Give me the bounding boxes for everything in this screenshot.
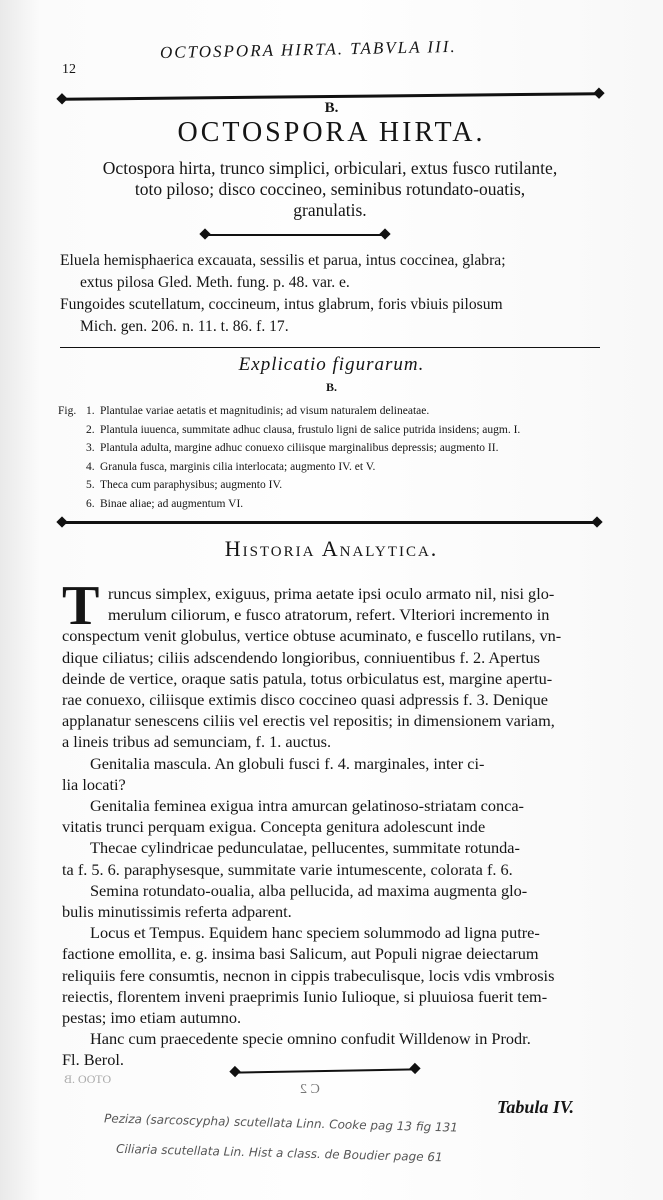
body-line: rae conuexo, ciliisque extimis disco coccineo quasi adpressis f. 3. Denique (62, 690, 549, 710)
body-line: vitatis trunci perquam exigua. Concepta genitura adolescunt inde (62, 817, 486, 837)
explicatio-letter: B. (325, 380, 337, 394)
body-line: Thecae cylindricae pedunculatae, pellucentes, summitate rotunda- (90, 838, 520, 858)
figure-item (86, 458, 520, 477)
body-line: merulum ciliorum, e fusco atratorum, refert. Vlteriori incremento in (108, 605, 550, 625)
handwritten-note-2: Ciliaria scutellata Lin. Hist a class. de Boudier page 61 (115, 1141, 443, 1165)
figure-text: Granula fusca, marginis cilia interlocata; augmento IV. et V. (100, 460, 376, 473)
figure-text: Theca cum paraphysibus; augmento IV. (100, 479, 283, 491)
body-line: runcus simplex, exiguus, prima aetate ipsi oculo armato nil, nisi glo- (108, 584, 555, 603)
body-line: ta f. 5. 6. paraphysesque, summitate varie intumescente, colorata f. 6. (62, 859, 513, 879)
figure-item (86, 495, 520, 514)
body-line: applanatur senescens ciliis vel erectis vel repositis; in dimensionem variam, (62, 711, 555, 731)
figure-item (86, 439, 520, 458)
section-rule (60, 347, 600, 348)
body-line: dique ciliatus; ciliis adscendendo longioribus, conniuentibus f. 2. Apertus (62, 647, 540, 667)
handwritten-note-1: Peziza (sarcoscypha) scutellata Linn. Cooke pag 13 fig 131 (103, 1111, 459, 1135)
catchword: Tabula IV. (497, 1097, 575, 1117)
figure-number: 6. (86, 497, 95, 510)
body-line: Genitalia feminea exigua intra amurcan gelatinoso-striatam conca- (90, 796, 524, 816)
middle-ornamental-rule (62, 521, 597, 524)
fig-label: Fig. (58, 405, 77, 417)
figure-item (86, 476, 520, 495)
small-ornamental-rule (205, 234, 385, 236)
figure-number: 2. (86, 423, 95, 436)
figure-item (86, 421, 520, 440)
synonym-line-1: Eluela hemisphaerica excauata, sessilis et parua, intus coccinea, glabra; (60, 252, 506, 269)
body-line: Hanc cum praecedente specie omnino confudit Willdenow in Prodr. (90, 1029, 531, 1049)
figure-list (86, 402, 520, 513)
historia-body (62, 575, 562, 1071)
body-line: pestas; imo etiam autumno. (62, 1008, 242, 1028)
plate-letter: B. (324, 100, 339, 116)
body-line: lia locati? (62, 774, 126, 794)
body-line: Fl. Berol. (62, 1050, 124, 1070)
body-line: Genitalia mascula. An globuli fusci f. 4. marginales, inter ci- (90, 753, 485, 773)
explicatio-heading: Explicatio figurarum. (238, 354, 425, 375)
body-line: Locus et Tempus. Equidem hanc speciem solummodo ad ligna putre- (90, 923, 540, 943)
body-line: a lineis tribus ad semunciam, f. 1. auctus. (62, 732, 332, 752)
figure-number: 3. (86, 442, 95, 454)
body-line: reiectis, florentem inveni praeprimis Iunio Iulioque, si pluuiosa fuerit tem- (62, 986, 548, 1006)
body-line: deinde de vertice, oraque satis patula, totus orbiculatus est, margine apertu- (62, 668, 553, 688)
diagnosis-line-2: toto piloso; disco coccineo, seminibus rotundato-ouatis, (134, 179, 526, 199)
page-number: 12 (62, 62, 76, 77)
species-title: OCTOSPORA HIRTA. (177, 117, 486, 148)
synonym-line-3: Fungoides scutellatum, coccineum, intus glabrum, foris vbiuis pilosum (60, 296, 503, 313)
bleed-through-text: OTOO .B (64, 1072, 112, 1086)
figure-text: Plantula iuuenca, summitate adhuc clausa, frustulo ligni de salice putrida insidens; augm. I. (100, 423, 521, 436)
running-title: OCTOSPORA HIRTA. TABVLA III. (159, 36, 457, 63)
figure-item (86, 402, 520, 421)
drop-cap: T (62, 575, 100, 637)
figure-number: 5. (86, 479, 95, 491)
figure-text: Plantula adulta, margine adhuc conuexo ciliisque marginalibus depressis; augmento II. (100, 442, 499, 454)
diagnosis-line-3: granulatis. (293, 200, 367, 220)
diagnosis-line-1: Octospora hirta, trunco simplici, orbiculari, extus fusco rutilante, (102, 158, 558, 178)
synonym-line-4: Mich. gen. 206. n. 11. t. 86. f. 17. (80, 318, 289, 335)
body-line: bulis minutissimis referta adparent. (62, 902, 292, 922)
body-line: factione emollita, e. g. insima basi Salicum, aut Populi nigrae deiectarum (62, 944, 539, 964)
figure-number: 4. (86, 460, 95, 473)
body-line: conspectum venit globulus, vertice obtuse acuminato, e fuscello rutilans, vn- (62, 626, 562, 646)
figure-text: Binae aliae; ad augmentum VI. (100, 497, 244, 510)
body-line: reliquiis fere consumtis, necnon in cippis trabeculisque, locis vdis vmbrosis (62, 965, 555, 985)
historia-heading: Historia Analytica. (224, 536, 439, 561)
figure-number: 1. (86, 405, 95, 417)
signature-mark: C 2 (300, 1082, 320, 1097)
body-line: Semina rotundato-oualia, alba pellucida, ad maxima augmenta glo- (90, 880, 528, 900)
synonym-line-2: extus pilosa Gled. Meth. fung. p. 48. var. e. (80, 274, 350, 291)
figure-text: Plantulae variae aetatis et magnitudinis; ad visum naturalem delineatae. (100, 405, 430, 417)
